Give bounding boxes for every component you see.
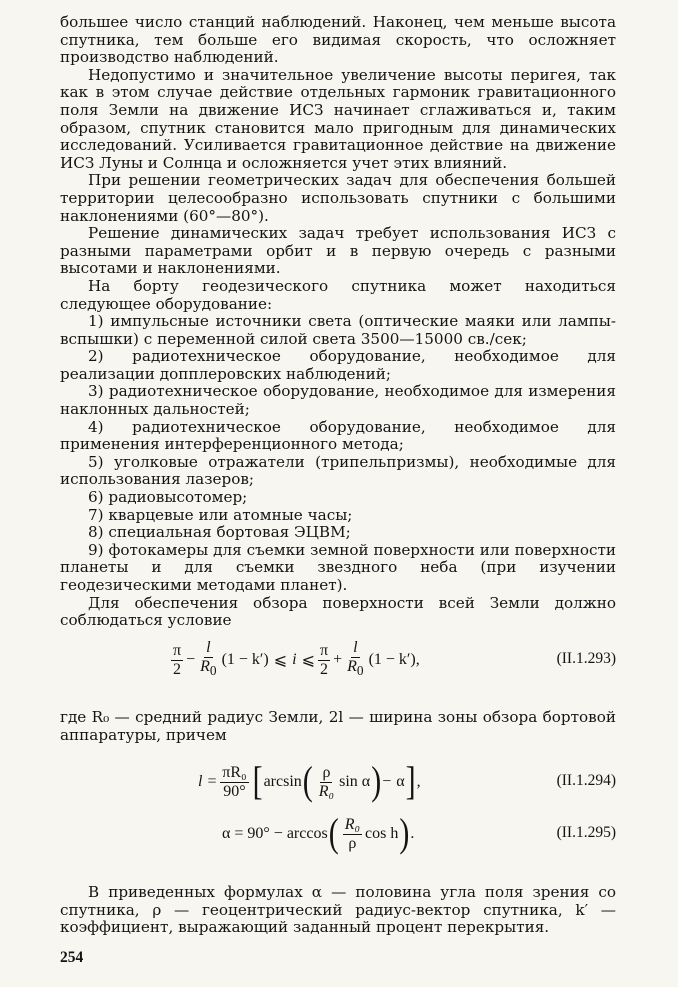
list-item: 2) радиотехническое оборудование, необходимое для реализации допплеровских наблюдений; bbox=[60, 347, 616, 383]
list-item: 4) радиотехническое оборудование, необходимое для применения интерференционного метода; bbox=[60, 417, 616, 454]
body-text-bottom bbox=[60, 884, 616, 937]
paragraph-condition-intro: Для обеспечения обзора поверхности всей Земли должно соблюдаться условие bbox=[60, 593, 616, 630]
paragraph-continued: большее число станций наблюдений. Наконец, чем меньше высота спутника, тем больше его видимая скорость, что осложняет производство наблюдений. bbox=[60, 13, 616, 67]
equation-number: (II.1.295) bbox=[556, 824, 616, 841]
list-item: 6) радиовысотомер; bbox=[88, 488, 248, 507]
list-item: 9) фотокамеры для съемки земной поверхности или поверхности планеты и для съемки звездного неба (при изучении геодезическими методами планет). bbox=[60, 540, 616, 594]
list-item: 1) импульсные источники света (оптические маяки или лампы-вспышки) с переменной силой света 3500—15000 св./сек; bbox=[60, 312, 616, 348]
formula-293: $\frac{\pi}{2}$ − $\frac{l}{R_0}$ (1 − k′) ⩽ i ⩽ $\frac{\pi}{2}$ + $\frac{l}{R_0}$ (1 − k′) , (II.1.293) bbox=[173, 639, 616, 679]
list-item: 7) кварцевые или атомные часы; bbox=[88, 505, 353, 524]
paragraph-equipment-intro: На борту геодезического спутника может находиться следующее оборудование: bbox=[60, 276, 616, 313]
paragraph-dynamic-tasks: Решение динамических задач требует использования ИСЗ с разными параметрами орбит и в первую очередь с разными высотами и наклонениями. bbox=[60, 224, 616, 278]
equation-number: (II.1.293) bbox=[556, 650, 616, 667]
list-item: 3) радиотехническое оборудование, необходимое для измерения наклонных дальностей; bbox=[60, 382, 616, 419]
page-number: 254 bbox=[60, 949, 84, 966]
list-item: 8) специальная бортовая ЭЦВМ; bbox=[88, 523, 351, 542]
paragraph-perigee: Недопустимо и значительное увеличение высоты перигея, так как в этом случае действие отдельных гармоник гравитационного поля Земли на движение ИСЗ начинает сглаживаться и, таким образом, спутник становится мало пригодным для динамических исследований. Усиливается гравитационное действие на движение ИСЗ Луны и Солнца и осложняется учет этих влияний. bbox=[60, 65, 616, 172]
body-text-where bbox=[60, 709, 616, 744]
formula-295: α = 90° − arccos ( $\frac{\text{R₀}}{\rho}$ cos h ) . (II.1.295) bbox=[222, 811, 616, 856]
list-item: 5) уголковые отражатели (трипельпризмы), необходимые для использования лазеров; bbox=[60, 452, 616, 489]
paragraph-closing: В приведенных формулах α — половина угла поля зрения со спутника, ρ — геоцентрический радиус-вектор спутника, k′ — коэффициент, выражающий заданный процент перекрытия. bbox=[60, 883, 616, 937]
paragraph-geometric-tasks: При решении геометрических задач для обеспечения большей территории целесообразно использовать спутники с большими наклонениями (60°—80°). bbox=[60, 171, 616, 225]
paragraph-where: где R₀ — средний радиус Земли, 2l — ширина зоны обзора бортовой аппаратуры, причем bbox=[60, 708, 616, 744]
equation-number: (II.1.294) bbox=[556, 772, 616, 789]
formula-294: l = $\frac{\text{πR₀}}{90^\circ}$ [ arcsin ( $\frac{\rho}{\text{R₀}}$ sin α ) − α ] , (II.1.294) bbox=[198, 759, 616, 804]
body-text-top bbox=[60, 14, 616, 630]
